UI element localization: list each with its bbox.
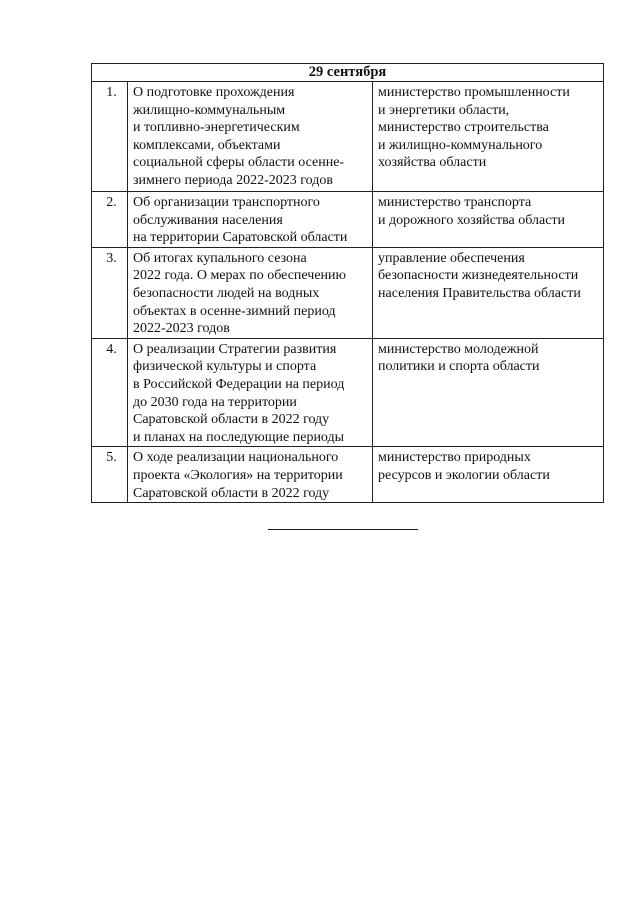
row-topic: Об итогах купального сезона 2022 года. О мерах по обеспечению безопасности людей на водных объектах в осенне-зимний период 2022-2023 годов: [128, 247, 373, 338]
row-responsible: министерство молодежной политики и спорта области: [373, 338, 604, 447]
table-row: [92, 447, 604, 503]
table-row: [92, 338, 604, 447]
row-responsible: управление обеспечения безопасности жизнедеятельности населения Правительства области: [373, 247, 604, 338]
table-row: [92, 192, 604, 248]
row-responsible: министерство природных ресурсов и экологии области: [373, 447, 604, 503]
date-heading: 29 сентября: [92, 64, 604, 82]
date-heading-row: [92, 64, 604, 82]
table-row: [92, 82, 604, 192]
row-topic: О подготовке прохождения жилищно-коммунальным и топливно-энергетическим комплексами, объектами социальной сферы области осенне- зимнего периода 2022-2023 годов: [128, 82, 373, 192]
row-number: 1.: [92, 82, 128, 192]
row-number: 2.: [92, 192, 128, 248]
row-number: 5.: [92, 447, 128, 503]
schedule-table: [91, 63, 604, 503]
row-topic: О ходе реализации национального проекта «Экология» на территории Саратовской области в 2022 году: [128, 447, 373, 503]
row-topic: О реализации Стратегии развития физической культуры и спорта в Российской Федерации на период до 2030 года на территории Саратовской области в 2022 году и планах на последующие периоды: [128, 338, 373, 447]
row-responsible: министерство транспорта и дорожного хозяйства области: [373, 192, 604, 248]
row-responsible: министерство промышленности и энергетики области, министерство строительства и жилищно-коммунального хозяйства области: [373, 82, 604, 192]
row-number: 4.: [92, 338, 128, 447]
end-divider: [268, 529, 418, 530]
table-row: [92, 247, 604, 338]
row-topic: Об организации транспортного обслуживания населения на территории Саратовской области: [128, 192, 373, 248]
row-number: 3.: [92, 247, 128, 338]
